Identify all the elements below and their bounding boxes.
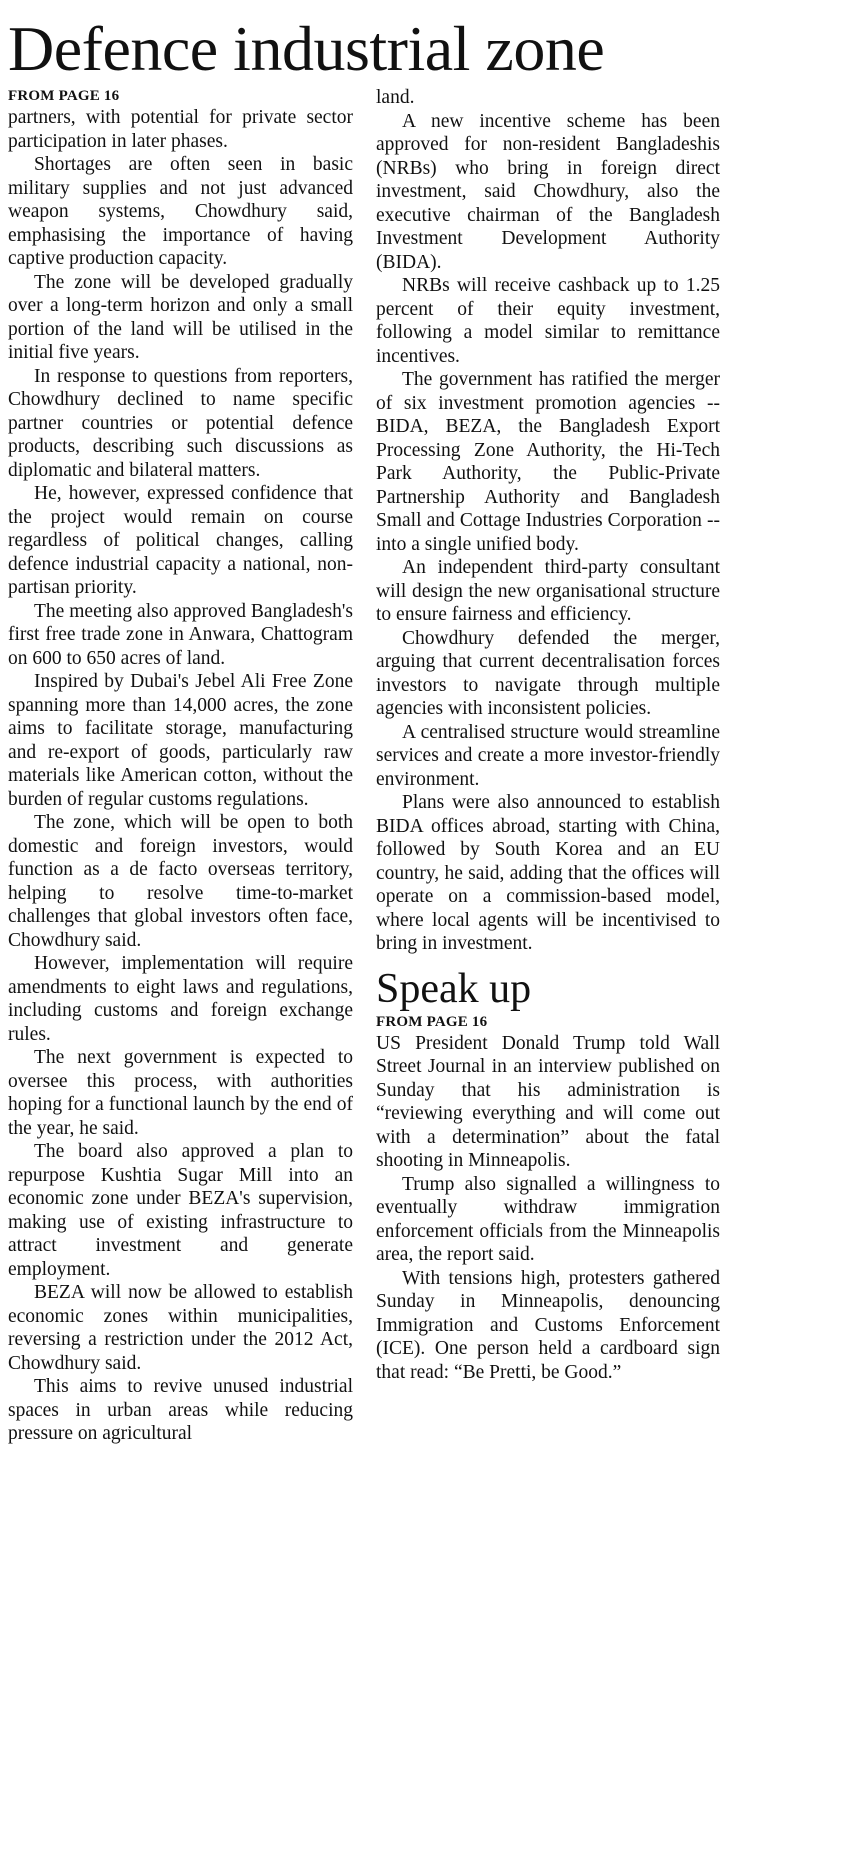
article1-paragraph: An independent third-party consultant will design the new organisational structure to ensure fairness and efficiency. (376, 557, 720, 625)
article2-dateline: FROM PAGE 16 (376, 1013, 488, 1030)
article1-continuation (376, 86, 720, 956)
article1-paragraph: NRBs will receive cashback up to 1.25 percent of their equity investment, following a model similar to remittance incentives. (376, 275, 720, 367)
article1-paragraph: However, implementation will require amendments to eight laws and regulations, including customs and foreign exchange rules. (8, 953, 353, 1045)
article1-paragraph: This aims to revive unused industrial spaces in urban areas while reducing pressure on agricultural (8, 1376, 353, 1444)
article1-paragraph: A new incentive scheme has been approved for non-resident Bangladeshis (NRBs) who bring in foreign direct investment, said Chowdhury, also the executive chairman of the Bangladesh Investment Development Authority (BIDA). (376, 110, 720, 273)
article1-paragraph: Shortages are often seen in basic military supplies and not just advanced weapon systems, Chowdhury said, emphasising the importance of having captive production capacity. (8, 154, 353, 269)
article1-paragraph: The zone, which will be open to both domestic and foreign investors, would function as a de facto overseas territory, helping to resolve time-to-market challenges that global investors often face, Chowdhury said. (8, 812, 353, 951)
article1-paragraph: The board also approved a plan to repurpose Kushtia Sugar Mill into an economic zone under BEZA's supervision, making use of existing infrastructure to attract investment and generate employment. (8, 1141, 353, 1280)
article1-paragraph: The zone will be developed gradually over a long-term horizon and only a small portion of the land will be utilised in the initial five years. (8, 271, 353, 363)
article1-dateline: FROM PAGE 16 (8, 88, 120, 104)
article1-paragraph: The next government is expected to oversee this process, with authorities hoping for a functional launch by the end of the year, he said. (8, 1047, 353, 1139)
article1-paragraph: The government has ratified the merger of six investment promotion agencies -- BIDA, BEZA, the Bangladesh Export Processing Zone Authority, the Hi-Tech Park Authority, the Public-Private Partnership Authority and Bangladesh Small and Cottage Industries Corporation -- into a single unified body. (376, 369, 720, 555)
article1-paragraph: partners, with potential for private sector participation in later phases. (8, 107, 353, 152)
article1-left-column (8, 86, 353, 1446)
article2-paragraph: Trump also signalled a willingness to eventually withdraw immigration enforcement officials from the Minneapolis area, the report said. (376, 1173, 720, 1265)
article2-paragraph: With tensions high, protesters gathered Sunday in Minneapolis, denouncing Immigration and Customs Enforcement (ICE). One person held a cardboard sign that read: “Be Pretti, be Good.” (376, 1267, 720, 1383)
article1-paragraph: In response to questions from reporters, Chowdhury declined to name specific partner countries or potential defence products, describing such discussions as diplomatic and bilateral matters. (8, 365, 353, 481)
article1-paragraph: land. (376, 87, 415, 108)
article1-paragraph: The meeting also approved Bangladesh's first free trade zone in Anwara, Chattogram on 600 to 650 acres of land. (8, 600, 353, 669)
article1-paragraph: Chowdhury defended the merger, arguing that current decentralisation forces investors to navigate through multiple agencies with inconsistent policies. (376, 627, 720, 719)
article1-paragraph: BEZA will now be allowed to establish economic zones within municipalities, reversing a restriction under the 2012 Act, Chowdhury said. (8, 1282, 353, 1374)
article1-paragraph: Plans were also announced to establish BIDA offices abroad, starting with China, followed by South Korea and an EU country, he said, adding that the offices will operate on a commission-based model, where local agents will be incentivised to bring in investment. (376, 792, 720, 954)
article1-paragraph: Inspired by Dubai's Jebel Ali Free Zone spanning more than 14,000 acres, the zone aims to facilitate storage, manufacturing and re-export of goods, particularly raw materials like American cotton, without the burden of regular customs regulations. (8, 671, 353, 810)
right-column (376, 86, 720, 1384)
article1-paragraph: A centralised structure would streamline services and create a more investor-friendly environment. (376, 721, 720, 790)
article1-paragraph: He, however, expressed confidence that the project would remain on course regardless of political changes, calling defence industrial capacity a national, non-partisan priority. (8, 483, 353, 598)
article2-speak-up (376, 966, 720, 1385)
article2-paragraph: US President Donald Trump told Wall Street Journal in an interview published on Sunday that his administration is “reviewing everything and will come out with a determination” about the fatal shooting in Minneapolis. (376, 1032, 720, 1171)
headline-speak-up: Speak up (376, 965, 532, 1012)
headline-defence-industrial-zone: Defence industrial zone (8, 13, 605, 84)
